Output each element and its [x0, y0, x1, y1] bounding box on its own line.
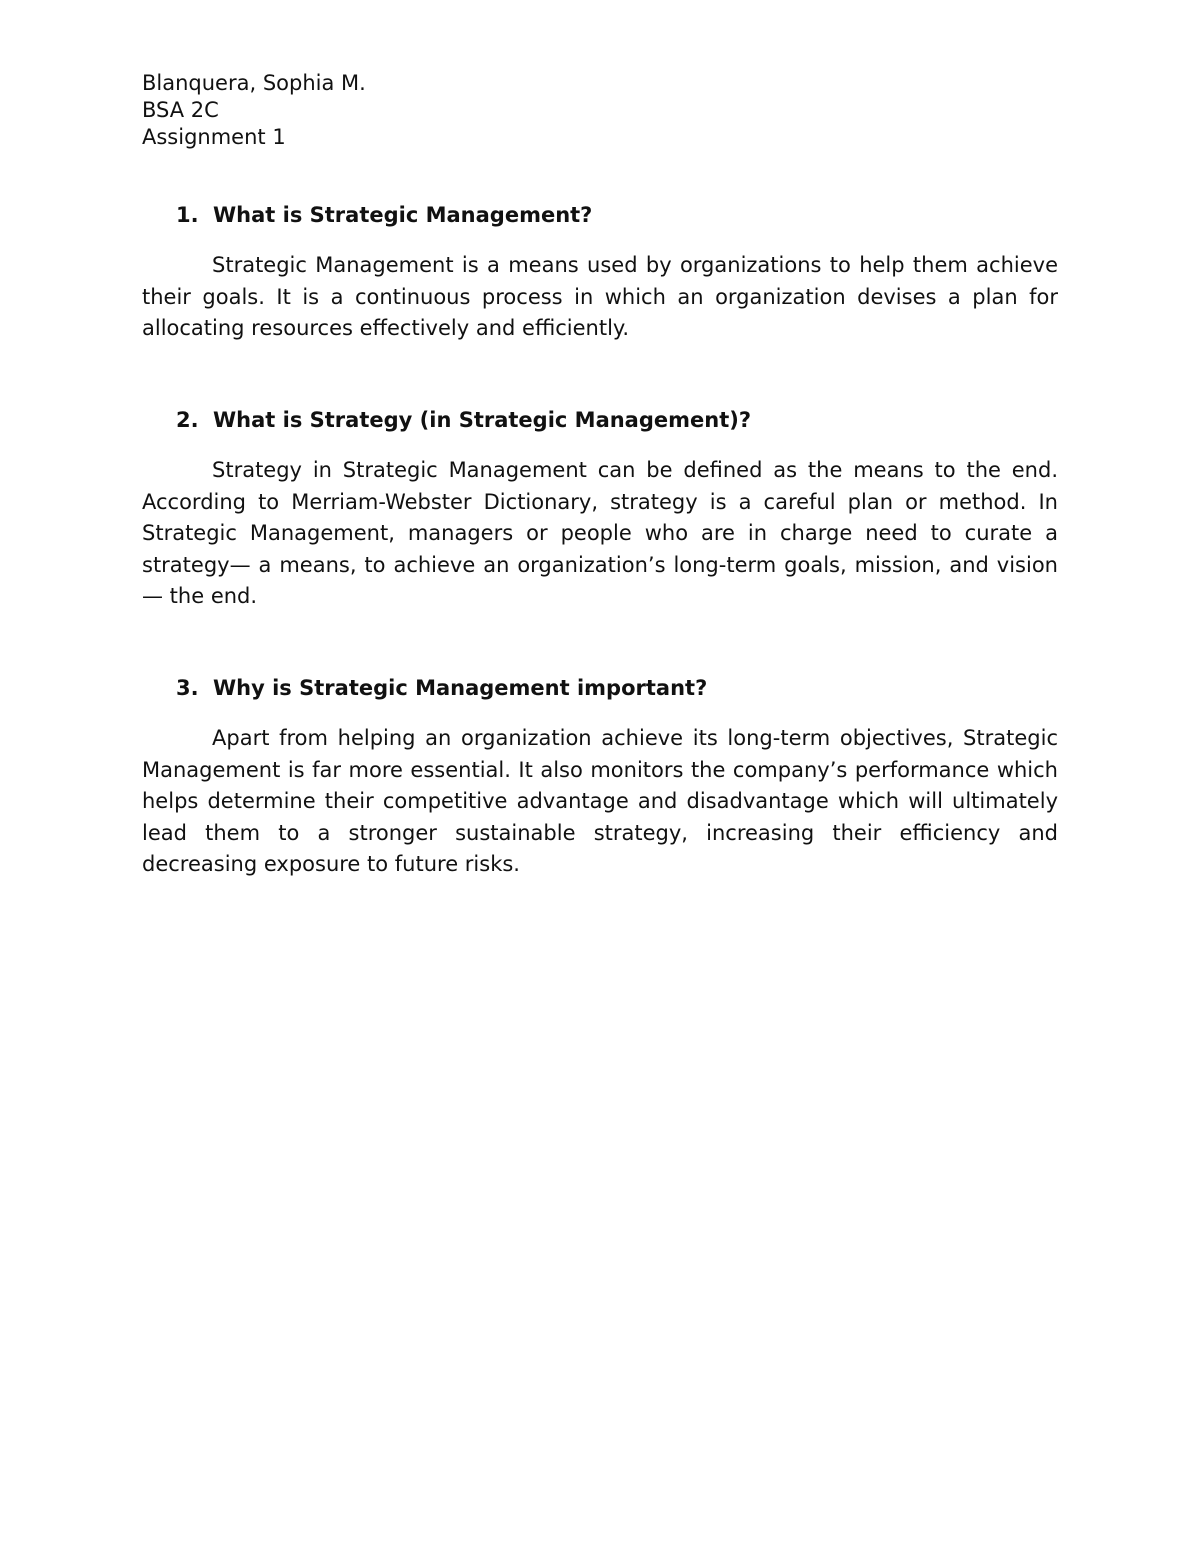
question-number: 1. [176, 203, 199, 227]
answer-paragraph: Apart from helping an organization achieve its long-term objectives, Strategic Management is far more essential. It also monitors the company’s performance which helps determine their competitive advantage and disadvantage which will ultimately lead them to a stronger sustainable strategy, increasing their efficiency and decreasing exposure to future risks. [142, 726, 1058, 876]
question-section-3 [142, 675, 1058, 902]
question-heading [176, 675, 1058, 702]
question-text: Why is Strategic Management important? [213, 676, 708, 700]
answer-paragraph: Strategy in Strategic Management can be defined as the means to the end. According to Merriam-Webster Dictionary, strategy is a careful plan or method. In Strategic Management, managers or people who are in charge need to curate a strategy— a means, to achieve an organization’s long-term goals, mission, and vision— the end. [142, 458, 1058, 608]
student-name: Blanquera, Sophia M. [142, 71, 366, 95]
student-section: BSA 2C [142, 98, 219, 122]
question-text: What is Strategy (in Strategic Management)? [213, 408, 752, 432]
question-number: 2. [176, 408, 199, 432]
answer-paragraph: Strategic Management is a means used by organizations to help them achieve their goals. It is a continuous process in which an organization devises a plan for allocating resources effectively and efficiently. [142, 253, 1058, 340]
document-header [142, 70, 366, 151]
question-text: What is Strategic Management? [213, 203, 593, 227]
question-heading [176, 202, 1058, 229]
question-section-1 [142, 202, 1058, 366]
question-section-2 [142, 407, 1058, 634]
question-heading [176, 407, 1058, 434]
assignment-title: Assignment 1 [142, 125, 286, 149]
question-number: 3. [176, 676, 199, 700]
